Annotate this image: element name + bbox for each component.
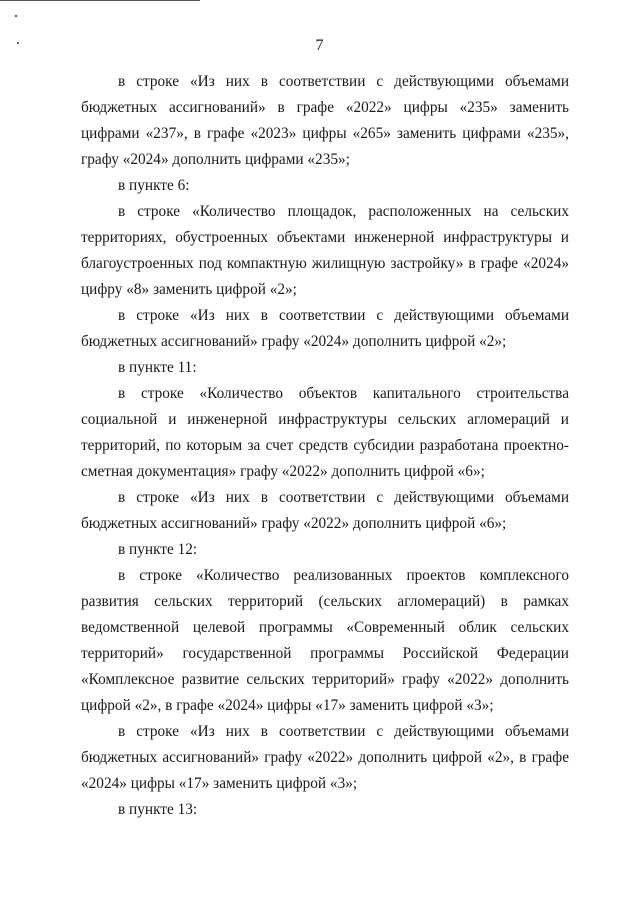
scan-edge-line — [0, 0, 200, 1]
text-line: в пункте 6: — [118, 177, 190, 194]
text-line: бюджетных ассигнований» графу «2022» дополнить цифрой «2», в графе — [81, 749, 569, 766]
text-line: в пункте 12: — [118, 541, 198, 558]
text-line: бюджетных ассигнований» графу «2024» дополнить цифрой «2»; — [81, 333, 507, 350]
text-line: в строке «Из них в соответствии с действующими объемами — [118, 489, 569, 506]
paragraph — [81, 797, 569, 823]
text-line: в строке «Из них в соответствии с действующими объемами — [118, 307, 569, 324]
paragraph — [81, 537, 569, 563]
page-number: 7 — [315, 37, 324, 54]
text-line: в пункте 13: — [118, 801, 198, 818]
paragraph — [81, 173, 569, 199]
text-line: в строке «Количество реализованных проектов комплексного — [118, 567, 569, 584]
paragraph — [81, 485, 569, 537]
text-line: социальной и инженерной инфраструктуры сельских агломераций и — [81, 411, 569, 428]
text-line: «Комплексное развитие сельских территорий» графу «2022» дополнить — [81, 671, 569, 688]
text-line: сметная документация» графу «2022» дополнить цифрой «6»; — [81, 463, 485, 480]
text-line: в пункте 11: — [118, 359, 197, 376]
text-line: в строке «Количество площадок, расположенных на сельских — [118, 203, 569, 220]
paragraph — [81, 719, 569, 797]
text-line: развития сельских территорий (сельских агломераций) в рамках — [81, 593, 569, 610]
text-line: ведомственной целевой программы «Современный облик сельских — [81, 619, 569, 636]
text-line: территориях, обустроенных объектами инженерной инфраструктуры и — [81, 229, 569, 246]
scan-speck — [15, 15, 17, 17]
text-line: цифрами «237», в графе «2023» цифры «265» заменить цифрами «235», — [81, 125, 569, 142]
paragraph — [81, 563, 569, 719]
text-line: графу «2024» дополнить цифрами «235»; — [81, 151, 350, 168]
paragraph — [81, 199, 569, 303]
document-body — [81, 69, 569, 823]
text-line: «2024» цифры «17» заменить цифрой «3»; — [81, 775, 358, 792]
text-line: территорий, по которым за счет средств субсидии разработана проектно- — [81, 437, 569, 454]
text-line: в строке «Из них в соответствии с действующими объемами — [118, 73, 569, 90]
paragraph — [81, 303, 569, 355]
text-line: в строке «Из них в соответствии с действующими объемами — [118, 723, 569, 740]
text-line: территорий» государственной программы Российской Федерации — [81, 645, 569, 662]
text-line: цифрой «2», в графе «2024» цифры «17» заменить цифрой «3»; — [81, 697, 494, 714]
text-line: цифру «8» заменить цифрой «2»; — [81, 281, 297, 298]
text-line: в строке «Количество объектов капитального строительства — [118, 385, 569, 402]
paragraph — [81, 69, 569, 173]
text-line: бюджетных ассигнований» графу «2022» дополнить цифрой «6»; — [81, 515, 507, 532]
text-line: бюджетных ассигнований» в графе «2022» цифры «235» заменить — [81, 99, 569, 116]
paragraph — [81, 381, 569, 485]
paragraph — [81, 355, 569, 381]
text-line: благоустроенных под компактную жилищную застройку» в графе «2024» — [81, 255, 569, 272]
